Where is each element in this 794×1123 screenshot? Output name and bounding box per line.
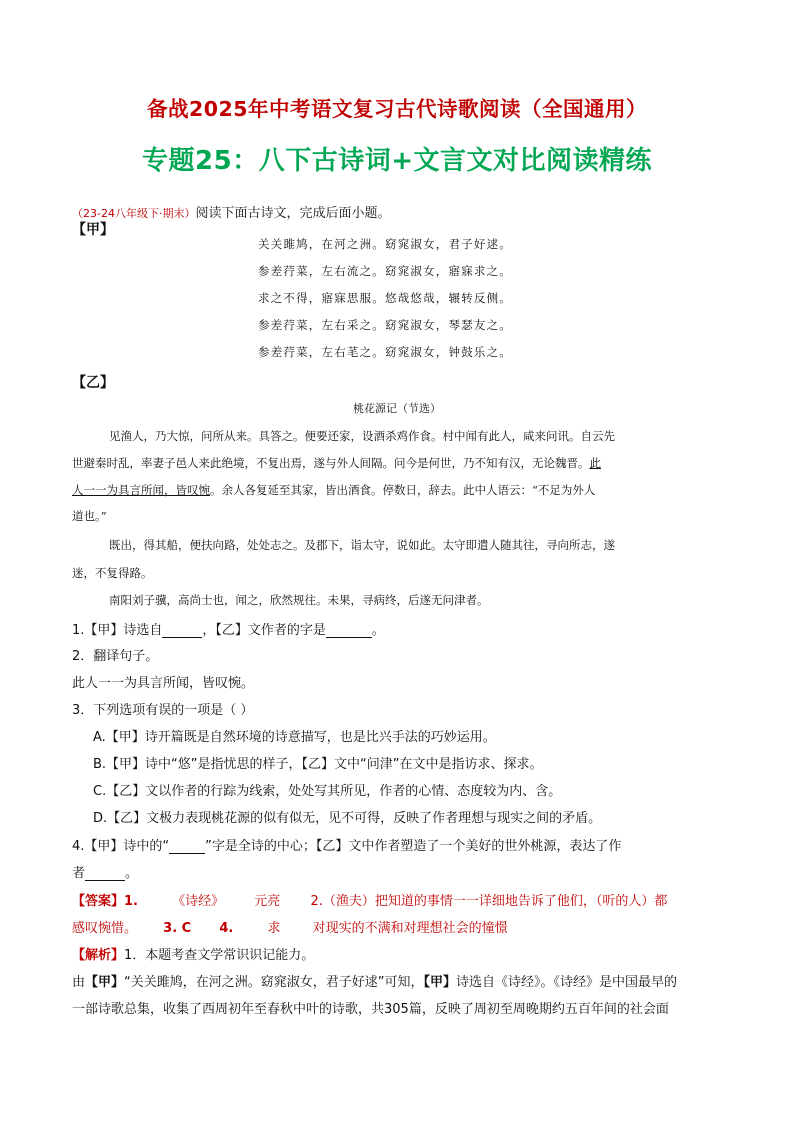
intro-instruction: 阅读下面古诗文，完成后面小题。 [195,206,391,221]
analysis-text: 【甲】 [85,975,125,990]
analysis-label: 【解析】 [72,948,125,963]
question-4-cont [72,862,138,881]
question-text: 。 [125,866,139,881]
intro-line [72,202,390,221]
passage-line: 见渔人，乃大惊，问所从来。具答之。便要还家，设酒杀鸡作食。村中闻有此人，咸来问讯。自云先 [109,429,615,443]
passage-line: 既出，得其船，便扶向路，处处志之。及郡下，诣太守，说如此。太守即遣人随其往，寻向所志，遂 [109,538,615,552]
question-text: 者 [72,866,86,881]
passage-line [72,482,595,498]
analysis-text: 【甲】 [423,975,457,990]
answer-line-1 [72,890,667,909]
question-2-sentence: 此人一一为具言所闻，皆叹惋。 [72,676,255,691]
document-title: 备战2025年中考语文复习古代诗歌阅读（全国通用） [146,97,648,121]
passage-line [72,455,601,471]
question-source: （23-24八年级下·期末） [72,207,196,220]
yi-label: 【乙】 [72,375,114,391]
poem-line: 参差荇菜，左右芼之。窈窕淑女，钟鼓乐之。 [258,345,512,359]
answer-text: 2.（渔夫）把知道的事情一一详细地告诉了他们，（听的人）都 [310,894,668,909]
passage-line: 道也。” [72,509,107,523]
answer-text: 《诗经》 [172,894,225,909]
analysis-line-2 [72,971,677,990]
poem-line: 参差荇菜，左右采之。窈窕淑女，琴瑟友之。 [258,318,512,332]
poem-line: 求之不得，寤寐思服。悠哉悠哉，辗转反侧。 [258,291,512,305]
question-text: ，【乙】文作者的字是 [202,623,326,638]
answer-text: 元亮 [254,894,281,909]
answer-label: 【答案】 [72,894,125,909]
document-subtitle: 专题25：八下古诗词+文言文对比阅读精练 [142,146,652,176]
answer-blank [162,624,202,638]
question-text: ”字是全诗的中心；【乙】文中作者塑造了一个美好的世外桃源，表达了作 [205,839,622,854]
question-1 [72,619,385,638]
question-text: 1.【甲】诗选自 [72,623,163,638]
question-text: 。 [371,623,385,638]
passage-title: 桃花源记（节选） [353,402,441,415]
analysis-text: “关关雎鸠，在河之洲。窈窕淑女，君子好逑”可知， [124,975,424,990]
analysis-line-3: 一部诗歌总集，收集了西周初年至春秋中叶的诗歌，共305篇，反映了周初至周晚期约五百年间的社会面 [72,1002,669,1017]
analysis-line-1 [72,944,314,963]
answer-text: 求 [267,921,281,936]
answer-text: 4. [219,921,234,936]
option-a: A.【甲】诗开篇既是自然环境的诗意描写，也是比兴手法的巧妙运用。 [93,730,496,745]
answer-blank [85,867,125,881]
analysis-text: 诗选自《诗经》。《诗经》是中国最早的 [456,975,678,990]
answer-text: 感叹惋惜。 [72,921,138,936]
passage-line: 南阳刘子骥，高尚士也，闻之，欣然规往。未果，寻病终，后遂无问津者。 [109,593,489,607]
poem-line: 关关雎鸠，在河之洲。窈窕淑女，君子好逑。 [258,237,512,251]
jia-label: 【甲】 [72,222,114,238]
poem-line: 参差荇菜，左右流之。窈窕淑女，寤寐求之。 [258,264,512,278]
answer-text: 1. [124,894,138,909]
question-text: 4.【甲】诗中的“ [72,839,170,854]
answer-blank [169,840,205,854]
passage-text: 世避秦时乱，率妻子邑人来此绝境，不复出焉，遂与外人间隔。问今是何世，乃不知有汉，无论魏晋。 [72,456,590,470]
passage-text: 。余人各复延至其家，皆出酒食。停数日，辞去。此中人语云：“不足为外人 [210,483,596,497]
underlined-text: 人一一为具言所闻，皆叹惋 [72,483,210,497]
question-4 [72,835,621,854]
analysis-text: 由 [72,975,86,990]
analysis-text: 1．本题考查文学常识识记能力。 [124,948,315,963]
answer-text: 3. C [163,921,192,936]
option-d: D.【乙】文极力表现桃花源的似有似无，见不可得，反映了作者理想与现实之间的矛盾。 [93,811,602,826]
underlined-text: 此 [589,456,601,470]
question-3: 3．下列选项有误的一项是（ ） [72,703,254,718]
option-c: C.【乙】文以作者的行踪为线索，处处写其所见，作者的心情、态度较为内、含。 [93,784,562,799]
option-b: B.【甲】诗中“悠”是指忧思的样子，【乙】文中“问津”在文中是指访求、探求。 [93,757,543,772]
answer-text: 对现实的不满和对理想社会的憧憬 [312,921,508,936]
passage-line: 迷，不复得路。 [72,566,153,580]
answer-line-2 [72,917,508,936]
question-2: 2．翻译句子。 [72,649,159,664]
answer-blank [326,624,372,638]
